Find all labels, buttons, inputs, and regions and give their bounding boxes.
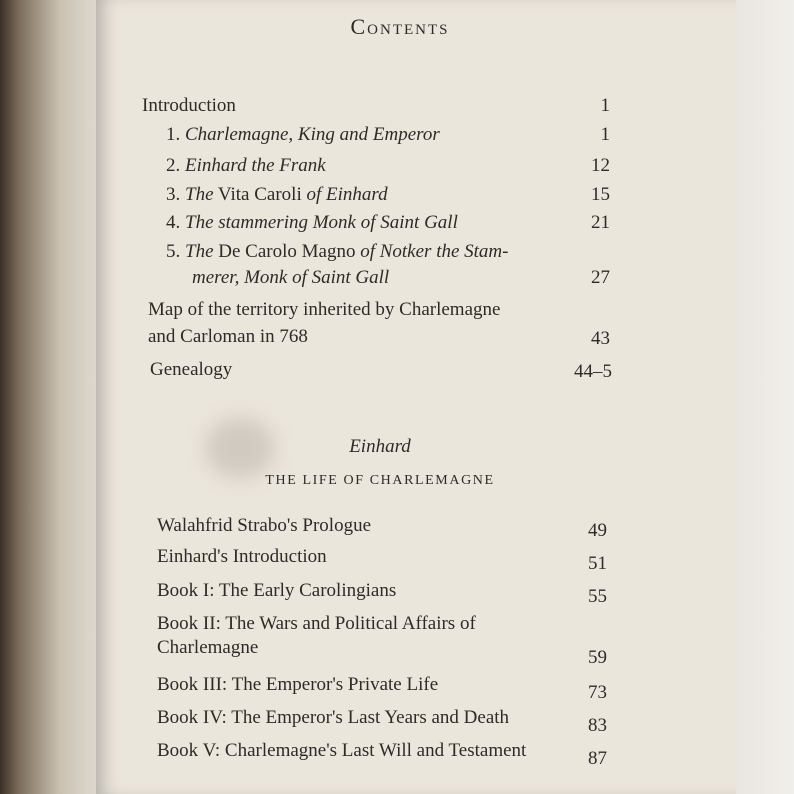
toc-page-number: 87	[588, 748, 607, 769]
toc-page-number: 15	[591, 184, 610, 205]
page-edge	[736, 0, 794, 794]
toc-entry-book-3: Book III: The Emperor's Private Life	[157, 674, 439, 695]
toc-page-number: 1	[600, 124, 610, 145]
section-title: THE LIFE OF CHARLEMAGNE	[265, 473, 495, 488]
book-gutter	[0, 0, 108, 794]
toc-page-number: 49	[588, 520, 607, 541]
toc-page-number: 44–5	[574, 361, 612, 382]
toc-entry-3: 3. The Vita Caroli of Einhard	[166, 184, 388, 205]
toc-entry-title: Introduction	[142, 95, 236, 116]
toc-entry-5: 5. The De Carolo Magno of Notker the Stam-	[166, 241, 509, 262]
toc-entry-4: 4. The stammering Monk of Saint Gall	[166, 212, 458, 233]
toc-page-number: 59	[588, 647, 607, 668]
toc-page-number: 43	[591, 328, 610, 349]
section-author: Einhard	[349, 436, 411, 457]
toc-page-number: 21	[591, 212, 610, 233]
toc-page-number: 51	[588, 553, 607, 574]
toc-entry-book-4: Book IV: The Emperor's Last Years and Death	[157, 707, 510, 728]
toc-entry-genealogy: Genealogy	[150, 359, 233, 380]
toc-entry-book-2: Book II: The Wars and Political Affairs of	[157, 613, 476, 634]
toc-page-number: 55	[588, 586, 607, 607]
toc-entry-book-5: Book V: Charlemagne's Last Will and Testament	[157, 740, 527, 761]
toc-entry-einhard-introduction: Einhard's Introduction	[157, 546, 327, 567]
contents-heading: Contents	[350, 14, 450, 39]
toc-entry-2: 2. Einhard the Frank	[166, 155, 326, 176]
toc-entry-map: Map of the territory inherited by Charlemagne	[148, 299, 501, 320]
toc-page-number: 83	[588, 715, 607, 736]
toc-entry-1: 1. Charlemagne, King and Emperor	[166, 124, 440, 145]
toc-entry-map-continued: and Carloman in 768	[148, 326, 308, 347]
toc-page-number: 12	[591, 155, 610, 176]
toc-entry-5-continued: merer, Monk of Saint Gall	[192, 267, 390, 288]
toc-entry-prologue: Walahfrid Strabo's Prologue	[157, 515, 372, 536]
toc-page-number: 73	[588, 682, 607, 703]
toc-entry-book-1: Book I: The Early Carolingians	[157, 580, 397, 601]
toc-entry-introduction	[142, 94, 236, 118]
toc-entry-book-2-continued: Charlemagne	[157, 637, 259, 658]
toc-page-number: 27	[591, 267, 610, 288]
toc-page-number: 1	[600, 95, 610, 116]
page-stain	[205, 418, 275, 478]
